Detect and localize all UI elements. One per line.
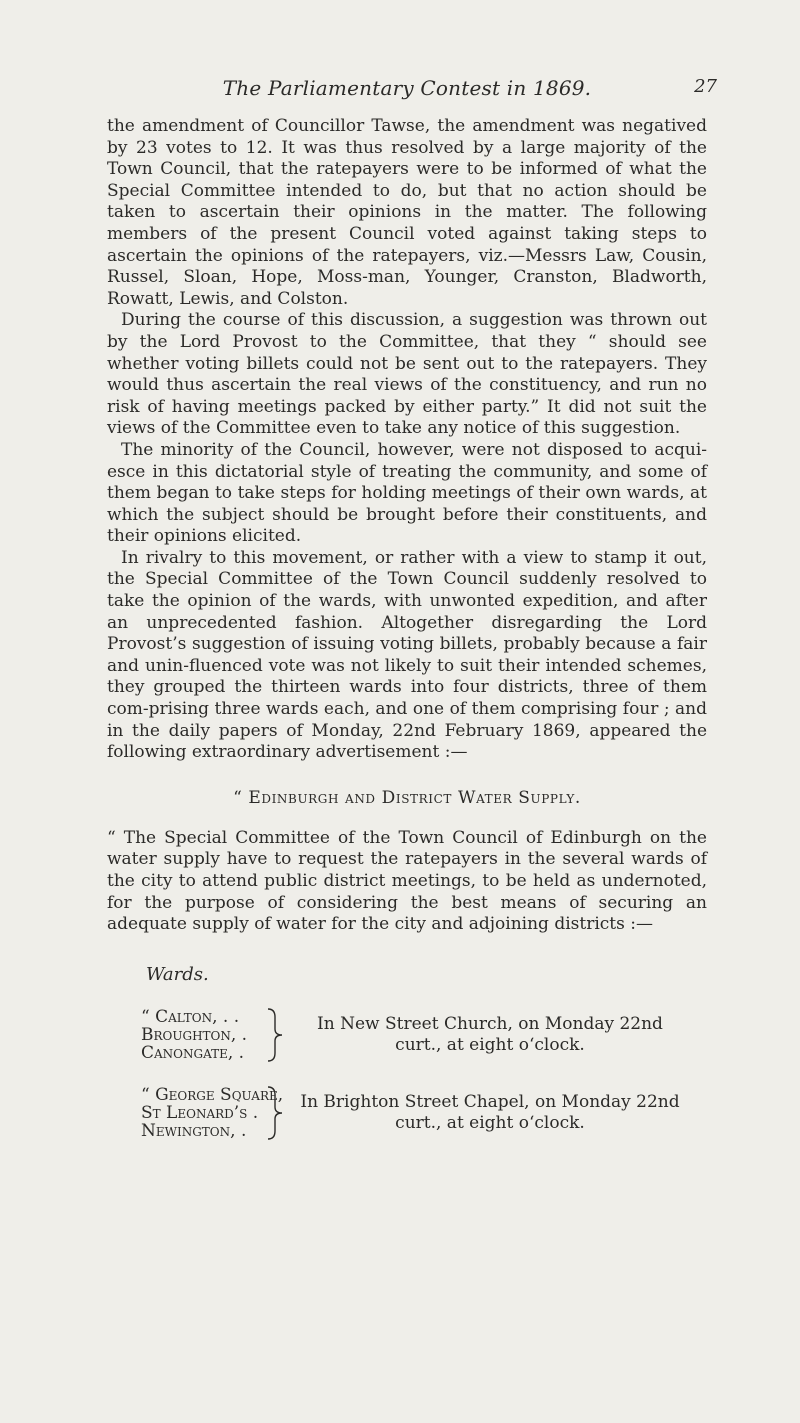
body-text bbox=[107, 116, 707, 936]
notice-heading: “ Edinburgh and District Water Supply. bbox=[233, 787, 581, 808]
right-brace-icon bbox=[265, 1007, 285, 1063]
running-title: The Parliamentary Contest in 1869. bbox=[222, 76, 592, 100]
ward-group-2 bbox=[141, 1085, 707, 1141]
notice-body: “ The Special Committee of the Town Council of Edinburgh on the water supply have to request the ratepayers in the several wards of the city to attend public district meetings, to be held as undernoted, for the purpose of considering the best means of securing an adequate supply of water for the city and adjoining districts :— bbox=[107, 827, 707, 935]
ward-group-1 bbox=[141, 1007, 707, 1063]
right-brace-icon bbox=[265, 1085, 285, 1141]
ward-name: Canongate, . bbox=[141, 1042, 245, 1063]
paragraph-3: The minority of the Council, however, were not disposed to acqui-esce in this dictatorial style of treating the community, and some of them began to take steps for holding meetings of their own wards, at which the subject should be brought before their constituents, and their opinions elicited. bbox=[107, 439, 707, 547]
ward-list bbox=[141, 1084, 284, 1141]
ward-name: Broughton, . bbox=[141, 1024, 248, 1045]
book-page bbox=[0, 76, 800, 1423]
ward-name: St Leonard’s . bbox=[141, 1102, 259, 1123]
ward-name: “ George Square, bbox=[141, 1084, 284, 1105]
ward-list bbox=[141, 1008, 261, 1062]
paragraph-1: the amendment of Councillor Tawse, the amendment was negatived by 23 votes to 12. It was thus resolved by a large majority of the Town Council, that the ratepayers were to be informed of what the Special Committee intended to do, but that no action should be taken to ascertain their opinions in the matter. The following members of the present Council voted against taking steps to ascertain the opinions of the ratepayers, viz.—Messrs Law, Cousin, Russel, Sloan, Hope, Moss-man, Younger, Cranston, Bladworth, Rowatt, Lewis, and Colston. bbox=[107, 116, 707, 309]
ward-name: “ Calton, . . bbox=[141, 1006, 240, 1027]
running-head bbox=[107, 76, 717, 116]
wards-heading: Wards. bbox=[146, 963, 209, 985]
meeting-place: In Brighton Street Chapel, on Monday 22nd curt., at eight o‘clock. bbox=[300, 1091, 680, 1133]
paragraph-2: During the course of this discussion, a suggestion was thrown out by the Lord Provost to the Committee, that they “ should see whether voting billets could not be sent out to the ratepayers. They would thus ascertain the real views of the constituency, and run no risk of having meetings packed by either party.” It did not suit the views of the Committee even to take any notice of this suggestion. bbox=[107, 310, 707, 439]
meeting-place: In New Street Church, on Monday 22nd curt., at eight o‘clock. bbox=[317, 1013, 663, 1055]
ward-name: Newington, . bbox=[141, 1120, 247, 1141]
paragraph-4: In rivalry to this movement, or rather with a view to stamp it out, the Special Committee of the Town Council suddenly resolved to take the opinion of the wards, with unwonted expedition, and after an unprecedented fashion. Altogether disregarding the Lord Provost’s suggestion of issuing voting billets, probably because a fair and unin-fluenced vote was not likely to suit their intended schemes, they grouped the thirteen wards into four districts, three of them com-prising three wards each, and one of them comprising four ; and in the daily papers of Monday, 22nd February 1869, appeared the following extraordinary advertisement :— bbox=[107, 547, 707, 763]
page-number: 27 bbox=[694, 76, 717, 97]
